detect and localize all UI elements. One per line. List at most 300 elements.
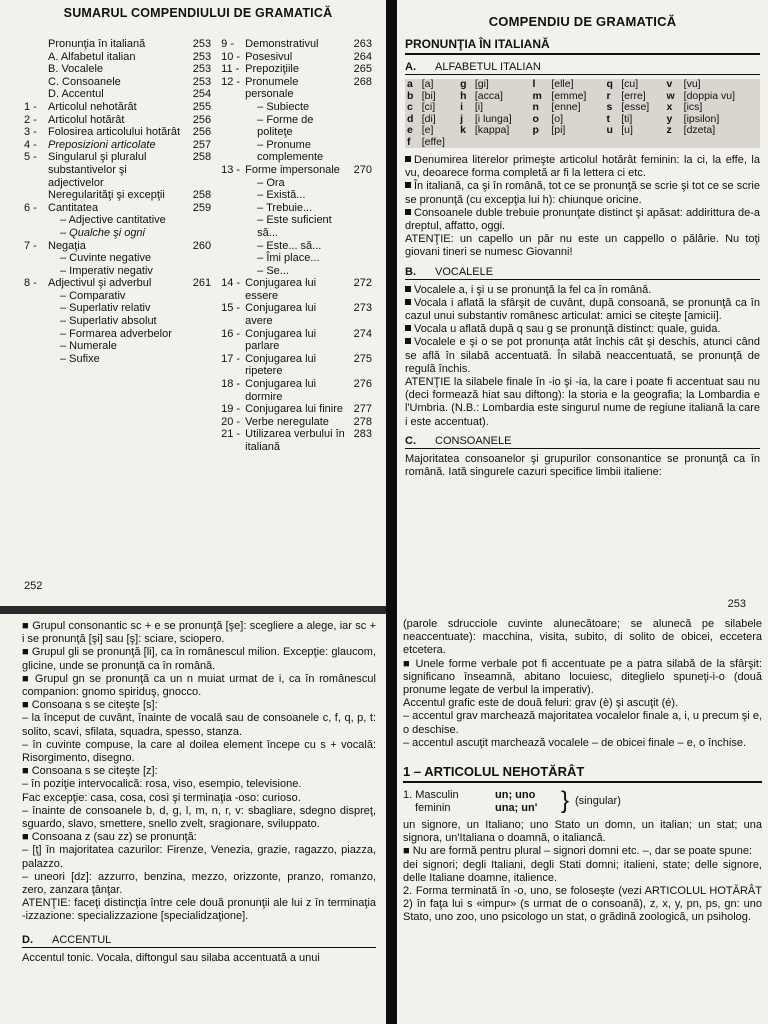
letter: r — [606, 89, 611, 102]
toc-entry — [24, 315, 211, 328]
alphabet-row — [405, 91, 760, 103]
toc-number — [24, 88, 48, 101]
paragraph: Denumirea literelor primeşte articolul hotărât feminin: la ci, la effe, la vu, deoarece forma completă ar fi la lettera ci etc. — [405, 154, 760, 180]
toc-title: Negaţia — [48, 239, 86, 252]
consonant-intro — [405, 453, 760, 479]
paragraph: Vocala i aflată la sfârşit de cuvânt, după consoană, se pronunţă ca în cazul unui substantiv românesc articulat: amici se citeşte [amicii]. — [405, 296, 760, 323]
toc-title: Posesivul — [245, 50, 293, 63]
toc-number: 17 - — [221, 352, 241, 365]
toc-title: – Comparativ — [60, 289, 126, 302]
toc-entry — [24, 302, 211, 315]
toc-title: Utilizarea verbului în italiană — [245, 428, 345, 453]
toc-page: 260 — [192, 239, 212, 252]
toc-title: – Imperativ negativ — [60, 264, 153, 277]
toc-entry — [24, 277, 211, 290]
letter-name: [di] — [421, 112, 436, 125]
letter-name — [473, 137, 531, 149]
toc-number: 19 - — [221, 403, 241, 416]
toc-entry — [221, 76, 372, 101]
letter-name: [cu] — [621, 78, 639, 90]
letter-name: [emme] — [551, 89, 587, 102]
toc-page: 254 — [192, 88, 212, 101]
toc-page — [346, 177, 372, 190]
toc-title: Preposizioni articolate — [48, 138, 156, 151]
toc-number — [221, 177, 245, 190]
toc-page: 275 — [353, 352, 372, 365]
letter: o — [532, 112, 539, 125]
letter-name: [doppia vu] — [683, 89, 736, 102]
toc-number: 1 - — [24, 100, 37, 113]
toc-title: – Se... — [257, 264, 289, 277]
paragraph: ATENŢIE: faceţi distincţia între cele două pronunţii ale lui z în terminaţia -izzazione: specializzazione [specialidzaţione]. — [22, 897, 376, 923]
toc-title: – Adjective cantitative — [60, 214, 166, 227]
toc-number — [24, 38, 48, 51]
letter: f — [407, 135, 411, 148]
bullet-icon — [405, 209, 411, 215]
paragraph: ■ Consoana s se citeşte [s]: — [22, 699, 158, 712]
paragraph: – în cuvinte compuse, la care al doilea element începe cu s + vocală: Risorgimento, disegno. — [22, 738, 376, 765]
paragraph: Consoanele duble trebuie pronunţate distinct şi apăsat: addirittura de-a dreptul, affatto, oggi. — [405, 206, 760, 233]
toc-page: 256 — [192, 113, 212, 126]
toc-entry — [221, 353, 372, 378]
letter: g — [460, 78, 467, 90]
toc-number — [24, 189, 48, 202]
paragraph: ■ Unele forme verbale pot fi accentuate pe a patra silabă de la sfârşit: significano înseamnă, abitano locuiesc, diteglielo spuneţi-i-o (două pronume legate de verbul la imperativ). — [403, 657, 762, 697]
toc-title: – Sufixe — [60, 352, 100, 365]
toc-title: – Este... să... — [257, 239, 322, 252]
toc-number — [221, 240, 245, 253]
toc-entry — [24, 252, 211, 265]
toc-column-1 — [24, 38, 211, 454]
toc-entry — [24, 101, 211, 114]
toc-page: 278 — [353, 415, 372, 428]
toc-number — [24, 63, 48, 76]
letter: a — [407, 78, 413, 90]
toc-entry — [24, 240, 211, 253]
toc-title: Pronunţia în italiană — [48, 38, 146, 50]
toc-page: 255 — [192, 100, 212, 113]
toc-number: 2 - — [24, 113, 37, 126]
letter-name: [o] — [551, 112, 564, 125]
toc-title: – Forme de politeţe — [257, 113, 314, 139]
letter: w — [666, 89, 675, 102]
article-heading: 1 – ARTICOLUL NEHOTĂRÂT — [403, 764, 762, 783]
toc-title: – Superlativ absolut — [60, 315, 157, 328]
toc-entry — [221, 265, 372, 278]
paragraph: (parole sdrucciole cuvinte alunecătoare; se alunecă pe silabele neaccentuate): macchina, visita, subito, di solito de obicei, eccetera etcetera. — [403, 618, 762, 657]
toc-entry — [24, 328, 211, 341]
toc-entry — [221, 189, 372, 202]
toc-page — [346, 252, 372, 265]
toc-title: Articolul hotărât — [48, 113, 125, 126]
toc-page: 276 — [353, 378, 372, 391]
toc-number: 4 - — [24, 138, 37, 151]
toc-entry — [221, 114, 372, 139]
letter — [530, 137, 549, 149]
paragraph: ■ Grupul consonantic sc + e se pronunţă [şe]: scegliere a alege, iar sc + i se pronunţă [şi] sau [ş]: sciare, sciopero. — [22, 620, 376, 646]
toc-number: 16 - — [221, 327, 241, 340]
toc-entry — [221, 240, 372, 253]
toc-number — [24, 315, 48, 328]
alphabet-table — [405, 79, 760, 148]
toc-title: A. Alfabetul italian — [48, 50, 136, 63]
toc-number — [221, 214, 245, 239]
accent-notes — [403, 618, 762, 750]
toc-entry — [24, 139, 211, 152]
toc-number — [24, 214, 48, 227]
toc-page: 258 — [192, 189, 212, 202]
letter — [604, 137, 619, 149]
toc-title: – Este suficient să... — [257, 214, 332, 239]
toc-page — [185, 353, 211, 366]
toc-page — [185, 265, 211, 278]
toc-page: 272 — [353, 277, 372, 290]
subsection-b: B. VOCALELE — [405, 266, 760, 280]
toc-number: 18 - — [221, 378, 241, 391]
toc-number — [221, 265, 245, 278]
toc-title: Conjugarea lui essere — [245, 277, 317, 302]
toc-page: 253 — [192, 50, 212, 63]
toc-page — [346, 114, 372, 139]
toc-title: – Ora — [257, 176, 285, 189]
toc-entry — [24, 340, 211, 353]
toc-entry — [24, 126, 211, 139]
letter: m — [532, 89, 542, 102]
toc-number — [24, 290, 48, 303]
toc-page: 277 — [353, 403, 372, 416]
toc-entry — [24, 265, 211, 278]
paragraph: – uneori [dz]: azzurro, benzina, mezzo, orizzonte, pranzo, romanzo, zero, zanzara ţânţar. — [22, 870, 376, 897]
letter-name: [effe] — [421, 135, 445, 148]
letter: d — [407, 112, 414, 125]
toc-title: – Numerale — [60, 340, 117, 353]
toc-title: C. Consoanele — [48, 75, 121, 88]
toc-entry — [24, 189, 211, 202]
bullet-icon — [405, 182, 411, 188]
toc-number: 13 - — [221, 163, 241, 176]
toc-number: 20 - — [221, 415, 241, 428]
paragraph: ATENŢIE la silabele finale în -io şi -ia, la care i poate fi accentuat sau nu (deci formează hiat sau diftong): la storia e la geografia; la Lombardia e l'Umbria. (N.B.: Lombardia este singurul nume de regiune italiană la care i este accentuat). — [405, 376, 760, 428]
toc-title: Conjugarea lui ripetere — [245, 352, 317, 378]
alphabet-row — [405, 125, 760, 137]
toc-page — [346, 265, 372, 278]
toc-title: Conjugarea lui parlare — [245, 327, 317, 353]
paragraph: ■ Consoana z (sau zz) se pronunţă: — [22, 831, 197, 844]
alphabet-row — [405, 102, 760, 114]
alphabet-row — [405, 79, 760, 91]
letter: p — [532, 124, 539, 136]
toc-page — [185, 252, 211, 265]
toc-page: 257 — [192, 138, 212, 151]
page-number: 252 — [24, 580, 43, 592]
letter: x — [666, 101, 673, 113]
letter-name: [elle] — [551, 78, 574, 90]
toc-title: – Qualche şi ogni — [60, 226, 145, 239]
letter-name: [vu] — [683, 78, 701, 90]
toc-entry — [221, 403, 372, 416]
letter-name — [619, 137, 664, 149]
bullet-icon — [405, 286, 411, 292]
toc-number — [24, 76, 48, 89]
toc-title: – Pronume complemente — [257, 138, 324, 164]
letter — [458, 137, 473, 149]
toc-number: 8 - — [24, 277, 37, 290]
paragraph: – la început de cuvânt, înainte de vocală sau de consoanele c, f, q, p, t: solito, scavi, sfilata, squadra, spesso, stanza. — [22, 712, 376, 738]
toc-entry — [221, 378, 372, 403]
letter-name: [ti] — [621, 112, 633, 125]
paragraph: Vocala u aflată după q sau g se pronunţă distinct: quale, guida. — [405, 323, 760, 336]
letter: c — [407, 101, 413, 113]
toc-entry — [221, 202, 372, 215]
paragraph: – [ţ] în majoritatea cazurilor: Firenze, Venezia, grazie, ragazzo, piazza, palazzo. — [22, 844, 376, 870]
page-number: 253 — [727, 598, 746, 610]
toc-entry — [221, 51, 372, 64]
toc-number: 21 - — [221, 428, 241, 441]
toc-title: – Superlativ relativ — [60, 302, 151, 315]
toc-number: 3 - — [24, 126, 37, 139]
toc-page — [346, 240, 372, 253]
paragraph: ATENŢIE: un capello un păr nu este un cappello o pălărie. Nu toţi giovani tineri se numesc Giovanni! — [405, 233, 760, 259]
toc-title: Adjectivul şi adverbul — [48, 277, 152, 290]
paragraph: În italiană, ca şi în română, tot ce se pronunţă se scrie şi tot ce se scrie se pronunţă (cu excepţia lui h): chiunque oricine. — [405, 180, 760, 206]
paragraph: – accentul ascuţit marchează vocalele – de obicei finale – e, o închise. — [403, 736, 747, 749]
vowel-notes — [405, 284, 760, 429]
toc-number: 14 - — [221, 277, 241, 290]
letter: u — [606, 124, 613, 136]
toc-page: 261 — [192, 277, 212, 290]
toc-entry — [24, 353, 211, 366]
paragraph: Majoritatea consoanelor şi grupurilor consonantice se pronunţă ca în română. Iată singurele cazuri specifice limbii italiene: — [405, 452, 760, 479]
toc-page — [185, 290, 211, 303]
toc-column-2 — [221, 38, 372, 454]
letter-name: [dzeta] — [683, 124, 716, 136]
toc-page: 253 — [192, 38, 212, 50]
letter: s — [606, 101, 613, 113]
toc-page: 253 — [192, 63, 212, 76]
toc-title: – Trebuie... — [257, 201, 313, 214]
bullet-icon — [405, 299, 411, 305]
toc-page — [346, 214, 372, 239]
paragraph: – accentul grav marchează majoritatea vocalelor finale a, i, u precum şi e, o deschise. — [403, 710, 762, 736]
letter-name: [acca] — [474, 89, 503, 102]
toc-page — [185, 214, 211, 227]
paragraph: ■ Consoana s se citeşte [z]: — [22, 765, 158, 778]
toc-entry — [221, 428, 372, 453]
toc-title: Cantitatea — [48, 201, 99, 214]
toc-number — [24, 302, 48, 315]
summary-title: SUMARUL COMPENDIULUI DE GRAMATICĂ — [63, 6, 333, 20]
paragraph: Accentul grafic este de două feluri: grav (è) şi ascuţit (é). — [403, 697, 679, 710]
toc-number — [24, 340, 48, 353]
letter — [664, 137, 681, 149]
toc-page: 268 — [353, 75, 372, 88]
toc-entry — [24, 76, 211, 89]
paragraph: Vocalele a, i şi u se pronunţă la fel ca în română. — [405, 284, 760, 297]
toc-number: 10 - — [221, 50, 241, 63]
page-253 — [397, 0, 768, 614]
toc-entry — [24, 202, 211, 215]
toc-number: 15 - — [221, 302, 241, 315]
book-binding — [386, 0, 397, 1024]
compendium-title: COMPENDIU DE GRAMATICĂ — [488, 14, 677, 29]
toc-number — [24, 265, 48, 278]
toc-title: Prepoziţiile — [245, 63, 299, 76]
section-heading: PRONUNŢIA ÎN ITALIANĂ — [405, 37, 760, 55]
toc-page — [346, 202, 372, 215]
toc-page: 283 — [353, 428, 372, 441]
toc-page: 263 — [353, 38, 372, 50]
letter-name: [bi] — [421, 89, 436, 102]
bullet-icon — [405, 325, 411, 331]
toc-page: 256 — [192, 126, 212, 139]
page-255-top — [397, 614, 768, 1024]
toc-title: – Îmi place... — [257, 252, 320, 265]
toc-entry — [221, 302, 372, 327]
paragraph: ■ Grupul gli se pronunţă [li], ca în românescul milion. Excepţie: glaucom, glicine, unde se pronunţă ca în română. — [22, 646, 376, 672]
toc-title: Articolul nehotărât — [48, 100, 137, 113]
toc-page — [346, 139, 372, 164]
toc-title: Singularul şi pluralul substantivelor şi adjectivelor — [48, 151, 147, 189]
letter-name: [kappa] — [474, 124, 510, 136]
toc-entry — [24, 38, 211, 51]
toc-number — [24, 227, 48, 240]
letter-name: [pi] — [551, 124, 566, 136]
toc-number — [221, 114, 245, 139]
toc-page: 253 — [192, 75, 212, 88]
toc-number: 9 - — [221, 38, 234, 50]
toc-entry — [221, 416, 372, 429]
toc-number: 6 - — [24, 201, 37, 214]
toc-entry — [221, 277, 372, 302]
toc-number: 7 - — [24, 239, 37, 252]
toc-entry — [24, 88, 211, 101]
consonant-rules — [22, 620, 376, 924]
letter: n — [532, 101, 539, 113]
toc-page: 274 — [353, 327, 372, 340]
toc-number: 11 - — [221, 63, 240, 76]
toc-title: Conjugarea lui dormire — [245, 378, 317, 403]
toc-title: – Cuvinte negative — [60, 252, 152, 265]
toc-number — [221, 101, 245, 114]
toc-page: 264 — [353, 50, 372, 63]
toc-title: Conjugarea lui finire — [245, 403, 343, 416]
toc-page — [185, 227, 211, 240]
letter-name: [esse] — [621, 101, 650, 113]
toc-entry — [24, 114, 211, 127]
letter-name: [e] — [421, 124, 434, 136]
letter-name — [682, 137, 760, 149]
subsection-a: A. ALFABETUL ITALIAN — [405, 61, 760, 75]
letter: b — [407, 89, 414, 102]
letter: t — [606, 112, 610, 125]
letter-name: [ics] — [683, 101, 703, 113]
toc-number — [221, 139, 245, 164]
letter-name — [549, 137, 604, 149]
toc-page — [185, 340, 211, 353]
page-252 — [0, 0, 386, 606]
toc-entry — [221, 328, 372, 353]
toc-page — [185, 302, 211, 315]
page-254-top — [0, 614, 386, 1024]
toc-number: 12 - — [221, 75, 241, 88]
alphabet-row — [405, 137, 760, 149]
brace-icon: } — [561, 787, 570, 815]
letter-name: [u] — [621, 124, 633, 136]
toc-title: – Există... — [257, 189, 306, 202]
paragraph: dei signori; degli Italiani, degli Stati domni; italieni, state; delle signore, delle Italiane doamne, italience. — [403, 858, 762, 884]
toc-entry — [24, 51, 211, 64]
toc-entry — [221, 252, 372, 265]
article-examples — [403, 819, 762, 925]
toc-page — [346, 101, 372, 114]
letter: h — [460, 89, 467, 102]
toc-number — [24, 51, 48, 64]
paragraph: – înainte de consoanele b, d, g, l, m, n, r, v: sbagliare, sdegno dispreţ, sguardo, slavo, smettere, snello zvelt, sragionare, sviluppato. — [22, 804, 376, 831]
letter: l — [532, 78, 536, 90]
paragraph: ■ Grupul gn se pronunţă ca un n muiat urmat de i, ca în românescul companion: gnomo spiriduş, gnocco. — [22, 672, 376, 699]
letter-name: [gi] — [474, 78, 489, 90]
letter: i — [460, 101, 464, 113]
paragraph: Fac excepţie: casa, cosa, così şi terminaţia -oso: curioso. — [22, 791, 301, 804]
toc-title: Conjugarea lui avere — [245, 302, 317, 328]
letter: e — [407, 124, 413, 136]
toc-page — [185, 315, 211, 328]
toc-number — [24, 252, 48, 265]
toc-number — [221, 252, 245, 265]
toc-page: 258 — [192, 151, 212, 164]
paragraph: ■ Nu are formă pentru plural – signori domni etc. –, dar se poate spune: — [403, 845, 753, 858]
toc-entry — [24, 151, 211, 189]
toc-entry — [221, 101, 372, 114]
subsection-d: D. ACCENTUL — [22, 934, 376, 948]
letter-name: [ci] — [421, 101, 436, 113]
toc-title: D. Accentul — [48, 88, 104, 101]
alphabet-notes — [405, 154, 760, 260]
toc-number — [24, 328, 48, 341]
toc-entry — [221, 214, 372, 239]
toc-entry — [24, 290, 211, 303]
toc-entry — [221, 38, 372, 51]
toc-page — [185, 328, 211, 341]
accent-intro: Accentul tonic. Vocala, diftongul sau silaba accentuată a unui — [22, 951, 320, 964]
letter: k — [460, 124, 466, 136]
toc-title: Pronumele personale — [245, 75, 299, 101]
toc-title: Demonstrativul — [245, 38, 319, 50]
toc-page — [346, 189, 372, 202]
toc-number — [221, 189, 245, 202]
paragraph: 2. Forma terminată în -o, uno, se foloseşte (vezi ARTICOLUL HOTĂRÂT 2) în faţa lui s «impur» (s urmat de o consoană), z, x, y, pn, ps, gn: uno Stato, uno zoo, uno psicologo un stat, o grădină zoologică, un psiholog. — [403, 885, 762, 924]
toc-number — [24, 353, 48, 366]
toc-number: 5 - — [24, 151, 37, 164]
letter: y — [666, 112, 673, 125]
bullet-icon — [405, 338, 411, 344]
toc-entry — [221, 164, 372, 177]
letter-name: [erre] — [621, 89, 646, 102]
bullet-icon — [405, 156, 411, 162]
letter-name: [a] — [421, 78, 434, 90]
toc-entry — [221, 139, 372, 164]
letter-name: [ipsilon] — [683, 112, 720, 125]
letter-name: [i lunga] — [474, 112, 512, 125]
letter: j — [460, 112, 464, 125]
toc-entry — [221, 177, 372, 190]
gender-forms: 1. Masculin feminin un; uno una; un' } (singular) — [403, 787, 621, 815]
toc-page: 259 — [192, 201, 212, 214]
subsection-c: C. CONSOANELE — [405, 435, 760, 449]
toc-title: Verbe neregulate — [245, 415, 329, 428]
table-of-contents — [24, 38, 372, 454]
toc-page: 265 — [353, 63, 372, 76]
